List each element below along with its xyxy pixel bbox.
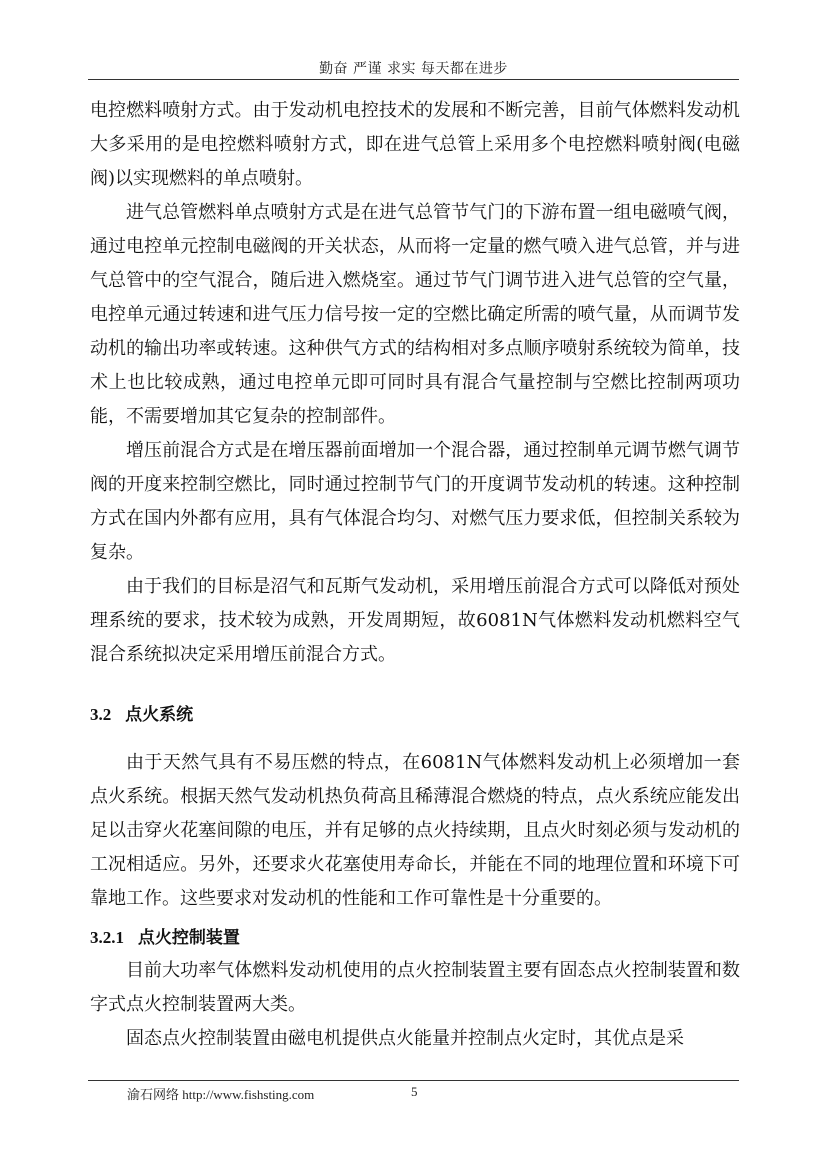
footer-text: 渝石网络 http://www.fishsting.com [127,1087,315,1102]
paragraph-ignition-control-1: 目前大功率气体燃料发动机使用的点火控制装置主要有固态点火控制装置和数字式点火控制装置两大类。 [90,960,740,1015]
subsection-title: 点火控制装置 [137,928,240,948]
section-number: 3.2 [90,705,112,724]
page-number: 5 [411,1084,418,1099]
paragraph-intro-4: 由于我们的目标是沼气和瓦斯气发动机，采用增压前混合方式可以降低对预处理系统的要求，技术较为成熟，开发周期短，故6081N气体燃料发动机燃料空气混合系统拟决定采用增压前混合方式。 [90,576,740,665]
page-body [90,94,740,1056]
page-footer [127,1084,418,1103]
section-heading-3-2-1 [90,922,740,954]
subsection-number: 3.2.1 [90,928,124,947]
paragraph-intro-3: 增压前混合方式是在增压器前面增加一个混合器，通过控制单元调节燃气调节阀的开度来控制空燃比，同时通过控制节气门的开度调节发动机的转速。这种控制方式在国内外都有应用，具有气体混合均匀、对燃气压力要求低，但控制关系较为复杂。 [90,440,740,563]
paragraph-ignition-system: 由于天然气具有不易压燃的特点，在6081N气体燃料发动机上必须增加一套点火系统。根据天然气发动机热负荷高且稀薄混合燃烧的特点，点火系统应能发出足以击穿火花塞间隙的电压，并有足够的点火持续期，且点火时刻必须与发动机的工况相适应。另外，还要求火花塞使用寿命长，并能在不同的地理位置和环境下可靠地工作。这些要求对发动机的性能和工作可靠性是十分重要的。 [90,752,740,909]
section-heading-3-2 [90,698,740,732]
footer-divider [88,1080,739,1081]
section-title: 点火系统 [125,705,194,725]
header-divider [88,79,739,80]
page-header: 勤奋 严谨 求实 每天都在进步 [319,61,508,77]
paragraph-ignition-control-2: 固态点火控制装置由磁电机提供点火能量并控制点火定时，其优点是采 [126,1028,684,1049]
paragraph-intro-2: 进气总管燃料单点喷射方式是在进气总管节气门的下游布置一组电磁喷气阀，通过电控单元控制电磁阀的开关状态，从而将一定量的燃气喷入进气总管，并与进气总管中的空气混合，随后进入燃烧室。通过节气门调节进入进气总管的空气量，电控单元通过转速和进气压力信号按一定的空燃比确定所需的喷气量，从而调节发动机的输出功率或转速。这种供气方式的结构相对多点顺序喷射系统较为简单，技术上也比较成熟，通过电控单元即可同时具有混合气量控制与空燃比控制两项功能，不需要增加其它复杂的控制部件。 [90,202,740,427]
paragraph-intro-1: 电控燃料喷射方式。由于发动机电控技术的发展和不断完善，目前气体燃料发动机大多采用的是电控燃料喷射方式，即在进气总管上采用多个电控燃料喷射阀(电磁阀)以实现燃料的单点喷射。 [90,100,740,189]
